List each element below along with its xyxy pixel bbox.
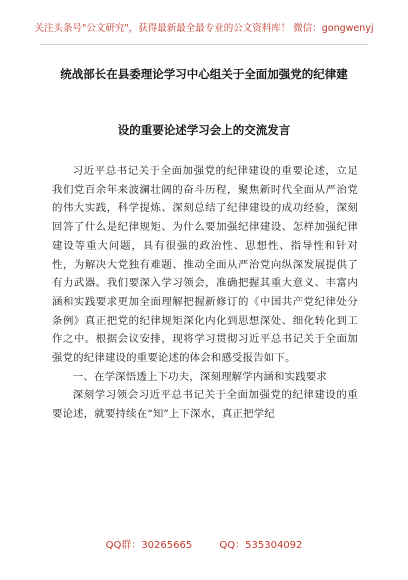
footer-qq-number: QQ：535304092 bbox=[219, 540, 303, 551]
document-title-line-1: 统战部长在县委理论学习中心组关于全面加强党的纪律建 bbox=[60, 67, 348, 81]
section-heading-1: 一、在学深悟透上下功夫，深刻理解学内涵和实践要求 bbox=[72, 370, 327, 383]
body-paragraph-1: 习近平总书记关于全面加强党的纪律建设的重要论述，立足我们党百余年来波澜壮阔的奋斗历程，聚焦新时代全面从严治党的伟大实践，科学提炼、深刻总结了纪律建设的成功经验，深刻回答了什么是纪律规矩、为什么要加强纪律建设、怎样加强纪律建设等重大问题，具有很强的政治性、思想性、指导性和针对性，为解决大党独有难题、推动全面从严治党向纵深发展提供了有力武器。我们要深入学习领会，准确把握其重大意义、丰富内涵和实践要求更加全面理解把握新修订的《中国共产党纪律处分条例》真正把党的纪律规矩深化内化到思想深处、细化转化到工作之中。根据会议安排，现将学习贯彻习近平总书记关于全面加强党的纪律建设的重要论述的体会和感受报告如下。 bbox=[52, 165, 358, 365]
header-promo-note: 关注头条号"公文研究"，获得最新最全最专业的公文资料库！ 微信：gongwenyj bbox=[34, 23, 374, 34]
document-title-line-2: 设的重要论述学习会上的交流发言 bbox=[117, 123, 291, 137]
header-divider bbox=[40, 44, 368, 45]
footer-qq-group: QQ群：30265665 bbox=[105, 540, 193, 551]
footer-contact bbox=[0, 536, 408, 551]
document-body bbox=[52, 162, 358, 424]
body-paragraph-2: 深刻学习领会习近平总书记关于全面加强党的纪律建设的重要论述，就要持续在“知”上下深水，真正把学纪 bbox=[52, 389, 358, 421]
